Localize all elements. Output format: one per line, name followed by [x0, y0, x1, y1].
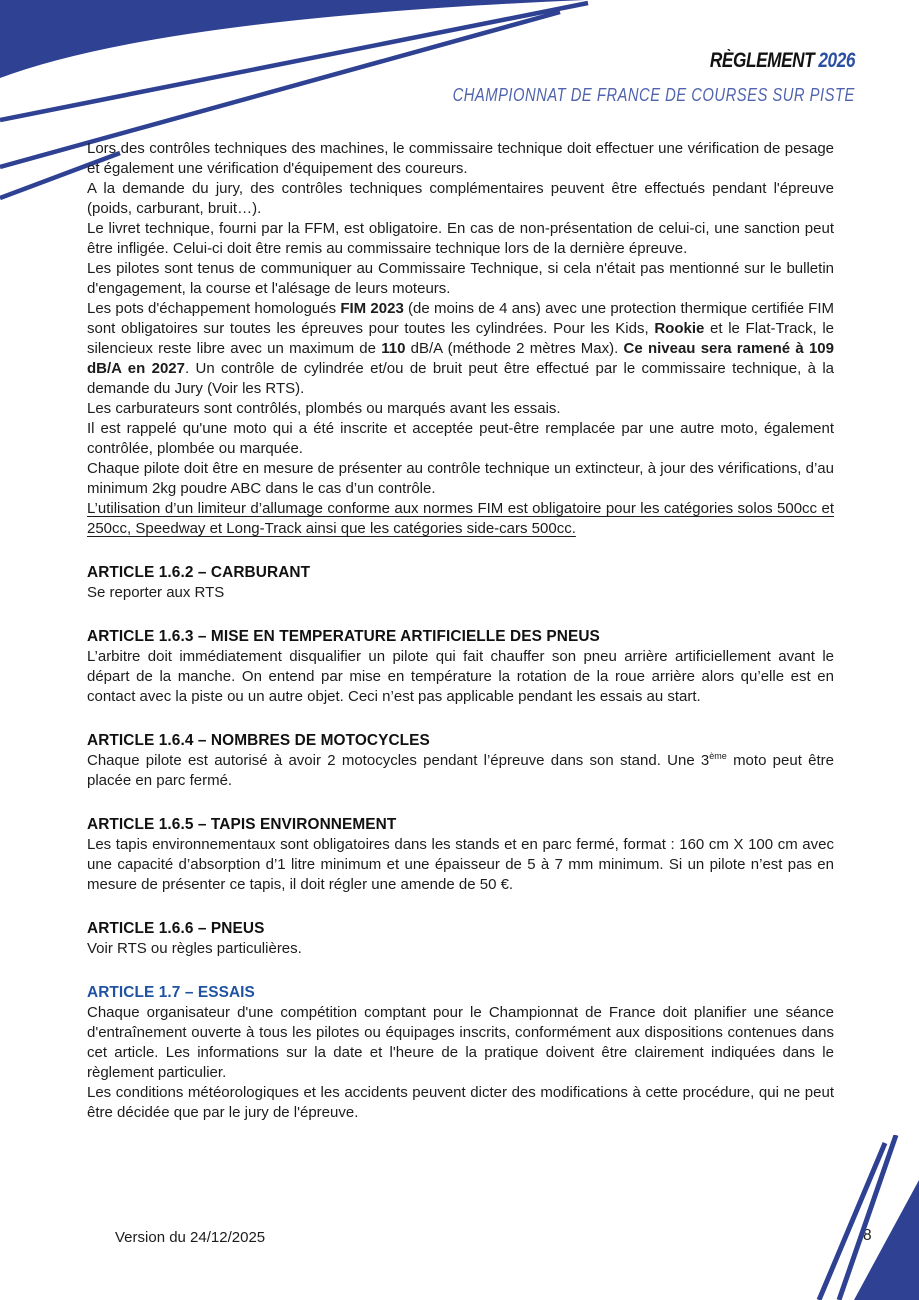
- paragraph: [87, 219, 834, 259]
- text-run: Se reporter aux RTS: [87, 584, 225, 601]
- paragraph-underlined: [87, 499, 834, 539]
- paragraph: [87, 647, 834, 707]
- paragraph: [87, 939, 834, 959]
- article-heading: ARTICLE 1.6.2 – CARBURANT: [87, 564, 311, 581]
- document-title-text: RÈGLEMENT: [709, 49, 815, 72]
- article-heading: ARTICLE 1.6.6 – PNEUS: [87, 920, 265, 937]
- bold-text: 110: [381, 340, 406, 357]
- text-run: Les tapis environnementaux sont obligatoires dans les stands et en parc fermé, format : 160 cm X 100 cm avec une capacité d’absorption d’1 litre minimum et une épaisseur de 5 à 7 mm minimum. Si un pilote n’est pas en mesure de présenter ce tapis, il doit régler une amende de 50 €.: [87, 836, 834, 893]
- text-run: Les pots d'échappement homologués: [87, 300, 341, 317]
- text-run: Les pilotes sont tenus de communiquer au Commissaire Technique, si cela n'était pas mentionné sur le bulletin d'engagement, la course et l'alésage de leurs moteurs.: [87, 260, 834, 297]
- article-heading: ARTICLE 1.6.3 – MISE EN TEMPERATURE ARTIFICIELLE DES PNEUS: [87, 628, 600, 645]
- bottom-right-stripes-decoration-icon: [799, 1135, 919, 1300]
- bold-text: FIM 2023: [340, 300, 404, 317]
- paragraph: [87, 459, 834, 499]
- text-run: et le Flat-Track, le silencieux reste libre avec un maximum de: [87, 320, 834, 357]
- text-run: (de moins de 4 ans) avec une protection thermique certifiée FIM sont obligatoires sur toutes les épreuves pour toutes les cylindrées. Pour les Kids,: [87, 300, 834, 337]
- article-heading: ARTICLE 1.6.4 – NOMBRES DE MOTOCYCLES: [87, 732, 430, 749]
- text-run: . Un contrôle de cylindrée et/ou de bruit peut être effectué par le commissaire technique, à la demande du Jury (Voir les RTS).: [87, 360, 834, 397]
- paragraph: [87, 179, 834, 219]
- text-run: L’arbitre doit immédiatement disqualifier un pilote qui fait chauffer son pneu arrière artificiellement avant le départ de la manche. On entend par mise en température la rotation de la roue arrière alors qu’elle est en contact avec la piste ou un autre objet. Ceci n’est pas applicable pendant les essais au start.: [87, 648, 834, 705]
- text-run: L’utilisation d’un limiteur d’allumage conforme aux normes FIM est obligatoire pour les catégories solos 500cc et 250cc, Speedway et Long-Track ainsi que les catégories side-cars 500cc.: [87, 500, 834, 537]
- text-run: Les carburateurs sont contrôlés, plombés ou marqués avant les essais.: [87, 400, 561, 417]
- document-title-year: 2026: [818, 49, 855, 72]
- paragraph: [87, 835, 834, 895]
- article-heading: ARTICLE 1.6.5 – TAPIS ENVIRONNEMENT: [87, 816, 397, 833]
- text-run: Chaque organisateur d'une compétition comptant pour le Championnat de France doit planifier une séance d'entraînement ouverte à tous les pilotes ou équipages inscrits, conformément aux dispositions contenues dans cet article. Les informations sur la date et l'heure de la pratique doivent être clairement indiquées dans le règlement particulier.: [87, 1004, 834, 1081]
- document-title: [710, 49, 855, 73]
- paragraph: [87, 419, 834, 459]
- paragraph: [87, 1003, 834, 1083]
- text-run: Voir RTS ou règles particulières.: [87, 940, 302, 957]
- paragraph: [87, 139, 834, 179]
- footer-version-label: Version du 24/12/2025: [115, 1229, 266, 1246]
- paragraph: [87, 1083, 834, 1123]
- text-run: Il est rappelé qu'une moto qui a été inscrite et acceptée peut-être remplacée par une autre moto, également contrôlée, plombée ou marquée.: [87, 420, 834, 457]
- superscript-text: ème: [709, 751, 727, 761]
- text-run: Les conditions météorologiques et les accidents peuvent dicter des modifications à cette procédure, qui ne peut être décidée que par le jury de l'épreuve.: [87, 1084, 834, 1121]
- text-run: Chaque pilote est autorisé à avoir 2 motocycles pendant l’épreuve dans son stand. Une 3: [87, 752, 710, 769]
- page-number: 8: [863, 1227, 872, 1244]
- text-run: moto peut être placée en parc fermé.: [87, 752, 834, 789]
- paragraph: [87, 399, 834, 419]
- paragraph: [87, 583, 834, 603]
- text-run: A la demande du jury, des contrôles techniques complémentaires peuvent être effectués pendant l'épreuve (poids, carburant, bruit…).: [87, 180, 834, 217]
- bold-text: Ce niveau sera ramené à 109 dB/A en 2027: [87, 340, 834, 377]
- text-run: Lors des contrôles techniques des machines, le commissaire technique doit effectuer une vérification de pesage et également une vérification d'équipement des coureurs.: [87, 140, 834, 177]
- paragraph: [87, 259, 834, 299]
- document-subtitle: CHAMPIONNAT DE FRANCE DE COURSES SUR PISTE: [452, 84, 855, 105]
- document-content: [87, 139, 834, 1123]
- article-heading-accent: ARTICLE 1.7 – ESSAIS: [87, 984, 255, 1001]
- paragraph: [87, 751, 834, 791]
- paragraph: [87, 299, 834, 399]
- text-run: Le livret technique, fourni par la FFM, est obligatoire. En cas de non-présentation de celui-ci, une sanction peut être infligée. Celui-ci doit être remis au commissaire technique lors de la dernière épreuve.: [87, 220, 834, 257]
- bold-text: Rookie: [654, 320, 705, 337]
- text-run: Chaque pilote doit être en mesure de présenter au contrôle technique un extincteur, à jour des vérifications, d’au minimum 2kg poudre ABC dans le cas d’un contrôle.: [87, 460, 834, 497]
- text-run: dB/A (méthode 2 mètres Max).: [405, 340, 624, 357]
